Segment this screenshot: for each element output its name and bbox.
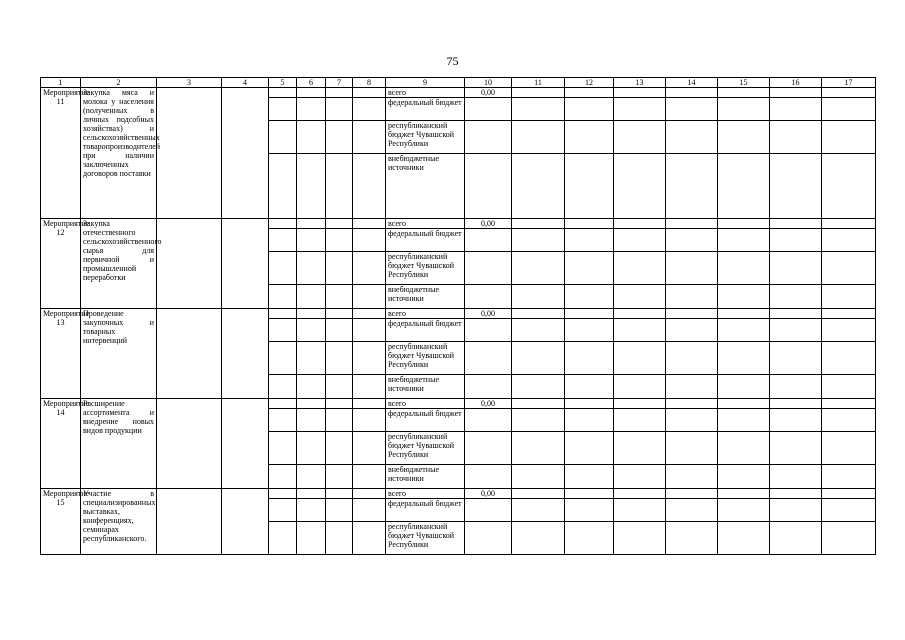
empty-cell (269, 229, 297, 252)
empty-cell (614, 375, 666, 399)
empty-cell (353, 98, 386, 121)
empty-cell (157, 489, 222, 555)
empty-cell (666, 88, 718, 98)
empty-cell (614, 309, 666, 319)
empty-cell (326, 219, 353, 229)
empty-cell (614, 319, 666, 342)
empty-cell (326, 499, 353, 522)
table-row (41, 489, 876, 499)
empty-cell (614, 522, 666, 555)
empty-cell (353, 219, 386, 229)
empty-cell (565, 154, 614, 219)
empty-cell (822, 219, 876, 229)
empty-cell (718, 121, 770, 154)
empty-cell (297, 342, 326, 375)
empty-cell (666, 375, 718, 399)
empty-cell (512, 465, 565, 489)
empty-cell (770, 88, 822, 98)
amount-cell (465, 98, 512, 121)
empty-cell (326, 432, 353, 465)
empty-cell (666, 252, 718, 285)
event-code: Мероприятие 15 (41, 489, 81, 555)
table-row (41, 219, 876, 229)
empty-cell (297, 399, 326, 409)
empty-cell (353, 319, 386, 342)
empty-cell (666, 499, 718, 522)
amount-cell (465, 121, 512, 154)
funding-source: внебюджетные источники (386, 375, 465, 399)
empty-cell (822, 229, 876, 252)
empty-cell (666, 309, 718, 319)
funding-source: всего (386, 219, 465, 229)
empty-cell (614, 229, 666, 252)
empty-cell (718, 285, 770, 309)
empty-cell (353, 489, 386, 499)
funding-source: федеральный бюджет (386, 409, 465, 432)
empty-cell (326, 522, 353, 555)
amount-cell (465, 375, 512, 399)
empty-cell (614, 252, 666, 285)
empty-cell (718, 319, 770, 342)
empty-cell (297, 88, 326, 98)
empty-cell (770, 154, 822, 219)
empty-cell (565, 229, 614, 252)
empty-cell (269, 88, 297, 98)
empty-cell (269, 252, 297, 285)
empty-cell (512, 522, 565, 555)
empty-cell (297, 319, 326, 342)
empty-cell (326, 465, 353, 489)
empty-cell (565, 285, 614, 309)
empty-cell (666, 154, 718, 219)
empty-cell (157, 88, 222, 219)
empty-cell (269, 489, 297, 499)
empty-cell (565, 88, 614, 98)
empty-cell (614, 98, 666, 121)
empty-cell (614, 432, 666, 465)
empty-cell (512, 229, 565, 252)
empty-cell (269, 98, 297, 121)
column-number: 1 (41, 78, 81, 88)
empty-cell (614, 489, 666, 499)
empty-cell (770, 375, 822, 399)
empty-cell (326, 98, 353, 121)
empty-cell (822, 121, 876, 154)
empty-cell (512, 88, 565, 98)
funding-source: внебюджетные источники (386, 154, 465, 219)
empty-cell (614, 219, 666, 229)
funding-source: республиканский бюджет Чувашской Республики (386, 121, 465, 154)
event-code: Мероприятие 11 (41, 88, 81, 219)
empty-cell (666, 522, 718, 555)
empty-cell (718, 229, 770, 252)
amount-cell (465, 154, 512, 219)
empty-cell (512, 219, 565, 229)
empty-cell (353, 309, 386, 319)
empty-cell (770, 252, 822, 285)
amount-cell (465, 432, 512, 465)
funding-source: республиканский бюджет Чувашской Республики (386, 522, 465, 555)
column-number: 3 (157, 78, 222, 88)
empty-cell (326, 409, 353, 432)
empty-cell (512, 375, 565, 399)
event-name: Расширение ассортимента и внедрение новых видов продукции (81, 399, 157, 489)
empty-cell (565, 309, 614, 319)
empty-cell (822, 285, 876, 309)
column-number: 12 (565, 78, 614, 88)
empty-cell (326, 319, 353, 342)
empty-cell (666, 432, 718, 465)
amount-cell (465, 342, 512, 375)
empty-cell (565, 409, 614, 432)
column-number: 11 (512, 78, 565, 88)
empty-cell (565, 121, 614, 154)
empty-cell (326, 88, 353, 98)
column-number: 8 (353, 78, 386, 88)
empty-cell (565, 522, 614, 555)
empty-cell (565, 252, 614, 285)
empty-cell (512, 499, 565, 522)
event-code: Мероприятие 14 (41, 399, 81, 489)
empty-cell (822, 465, 876, 489)
empty-cell (666, 489, 718, 499)
empty-cell (770, 409, 822, 432)
empty-cell (269, 285, 297, 309)
column-number: 13 (614, 78, 666, 88)
empty-cell (326, 252, 353, 285)
empty-cell (770, 121, 822, 154)
empty-cell (269, 375, 297, 399)
empty-cell (822, 252, 876, 285)
empty-cell (269, 399, 297, 409)
event-name: Участие в специализированных выставках, конференциях, семинарах республиканского. (81, 489, 157, 555)
empty-cell (297, 219, 326, 229)
empty-cell (297, 522, 326, 555)
empty-cell (297, 375, 326, 399)
empty-cell (822, 319, 876, 342)
empty-cell (297, 465, 326, 489)
empty-cell (512, 98, 565, 121)
empty-cell (297, 121, 326, 154)
empty-cell (822, 309, 876, 319)
empty-cell (666, 399, 718, 409)
empty-cell (770, 98, 822, 121)
empty-cell (822, 154, 876, 219)
empty-cell (326, 229, 353, 252)
column-number: 7 (326, 78, 353, 88)
empty-cell (718, 375, 770, 399)
empty-cell (269, 309, 297, 319)
empty-cell (326, 489, 353, 499)
empty-cell (614, 409, 666, 432)
empty-cell (353, 375, 386, 399)
column-number: 6 (297, 78, 326, 88)
amount-cell (465, 285, 512, 309)
funding-source: республиканский бюджет Чувашской Республики (386, 342, 465, 375)
empty-cell (822, 399, 876, 409)
empty-cell (822, 375, 876, 399)
funding-source: федеральный бюджет (386, 499, 465, 522)
empty-cell (269, 121, 297, 154)
funding-source: федеральный бюджет (386, 319, 465, 342)
empty-cell (822, 98, 876, 121)
empty-cell (269, 219, 297, 229)
empty-cell (269, 465, 297, 489)
empty-cell (269, 319, 297, 342)
empty-cell (353, 409, 386, 432)
empty-cell (512, 252, 565, 285)
empty-cell (565, 98, 614, 121)
empty-cell (822, 489, 876, 499)
empty-cell (512, 409, 565, 432)
empty-cell (297, 309, 326, 319)
empty-cell (222, 399, 269, 489)
column-number: 10 (465, 78, 512, 88)
empty-cell (770, 522, 822, 555)
empty-cell (666, 319, 718, 342)
empty-cell (822, 499, 876, 522)
amount-cell: 0,00 (465, 309, 512, 319)
amount-cell: 0,00 (465, 489, 512, 499)
amount-cell (465, 409, 512, 432)
empty-cell (326, 309, 353, 319)
empty-cell (353, 342, 386, 375)
empty-cell (565, 319, 614, 342)
event-code: Мероприятие 12 (41, 219, 81, 309)
empty-cell (157, 219, 222, 309)
amount-cell (465, 522, 512, 555)
program-events-table (40, 77, 876, 555)
empty-cell (770, 319, 822, 342)
empty-cell (565, 219, 614, 229)
empty-cell (512, 319, 565, 342)
empty-cell (512, 154, 565, 219)
funding-source: внебюджетные источники (386, 285, 465, 309)
event-name: Проведение закупочных и товарных интервенций (81, 309, 157, 399)
empty-cell (718, 432, 770, 465)
empty-cell (297, 229, 326, 252)
empty-cell (326, 121, 353, 154)
empty-cell (614, 465, 666, 489)
column-number: 15 (718, 78, 770, 88)
column-number: 2 (81, 78, 157, 88)
event-name: Закупка отечественного сельскохозяйственного сырья для первичной и промышленной переработки (81, 219, 157, 309)
empty-cell (770, 432, 822, 465)
empty-cell (353, 252, 386, 285)
empty-cell (770, 285, 822, 309)
funding-source: всего (386, 309, 465, 319)
empty-cell (353, 285, 386, 309)
empty-cell (770, 309, 822, 319)
empty-cell (326, 375, 353, 399)
empty-cell (512, 489, 565, 499)
column-number: 14 (666, 78, 718, 88)
empty-cell (565, 399, 614, 409)
empty-cell (353, 121, 386, 154)
table-row (41, 88, 876, 98)
empty-cell (512, 121, 565, 154)
empty-cell (353, 499, 386, 522)
empty-cell (565, 465, 614, 489)
empty-cell (822, 342, 876, 375)
empty-cell (718, 309, 770, 319)
funding-source: республиканский бюджет Чувашской Республики (386, 432, 465, 465)
empty-cell (565, 489, 614, 499)
empty-cell (718, 489, 770, 499)
empty-cell (666, 342, 718, 375)
empty-cell (353, 465, 386, 489)
empty-cell (822, 88, 876, 98)
empty-cell (718, 499, 770, 522)
event-name: Закупка мяса и молока у населения (полученных в личных подсобных хозяйствах) и сельскохозяйственных товаропроизводителей при наличии заключенных договоров поставки (81, 88, 157, 219)
funding-source: всего (386, 399, 465, 409)
empty-cell (269, 432, 297, 465)
amount-cell (465, 465, 512, 489)
column-number: 4 (222, 78, 269, 88)
empty-cell (269, 409, 297, 432)
empty-cell (770, 229, 822, 252)
amount-cell (465, 229, 512, 252)
empty-cell (718, 399, 770, 409)
empty-cell (718, 154, 770, 219)
empty-cell (718, 252, 770, 285)
empty-cell (326, 399, 353, 409)
page-number: 75 (446, 54, 459, 68)
column-number-row (41, 78, 876, 88)
empty-cell (512, 309, 565, 319)
empty-cell (614, 121, 666, 154)
empty-cell (297, 252, 326, 285)
funding-source: всего (386, 88, 465, 98)
empty-cell (269, 522, 297, 555)
empty-cell (718, 342, 770, 375)
column-number: 16 (770, 78, 822, 88)
empty-cell (666, 229, 718, 252)
empty-cell (353, 88, 386, 98)
amount-cell (465, 252, 512, 285)
empty-cell (565, 432, 614, 465)
column-number: 17 (822, 78, 876, 88)
empty-cell (770, 499, 822, 522)
empty-cell (222, 309, 269, 399)
empty-cell (297, 98, 326, 121)
empty-cell (822, 409, 876, 432)
empty-cell (353, 229, 386, 252)
empty-cell (269, 499, 297, 522)
empty-cell (326, 342, 353, 375)
empty-cell (222, 88, 269, 219)
empty-cell (614, 88, 666, 98)
empty-cell (770, 342, 822, 375)
empty-cell (222, 219, 269, 309)
empty-cell (297, 409, 326, 432)
funding-source: внебюджетные источники (386, 465, 465, 489)
column-number: 5 (269, 78, 297, 88)
empty-cell (718, 522, 770, 555)
empty-cell (353, 522, 386, 555)
amount-cell: 0,00 (465, 88, 512, 98)
empty-cell (666, 121, 718, 154)
empty-cell (666, 465, 718, 489)
empty-cell (297, 489, 326, 499)
empty-cell (157, 399, 222, 489)
empty-cell (770, 399, 822, 409)
empty-cell (269, 342, 297, 375)
empty-cell (157, 309, 222, 399)
funding-source: федеральный бюджет (386, 229, 465, 252)
empty-cell (326, 154, 353, 219)
empty-cell (718, 88, 770, 98)
empty-cell (614, 499, 666, 522)
empty-cell (666, 98, 718, 121)
empty-cell (326, 285, 353, 309)
empty-cell (565, 499, 614, 522)
empty-cell (297, 285, 326, 309)
empty-cell (770, 219, 822, 229)
empty-cell (222, 489, 269, 555)
empty-cell (614, 154, 666, 219)
empty-cell (353, 432, 386, 465)
empty-cell (297, 432, 326, 465)
table-row (41, 309, 876, 319)
empty-cell (666, 285, 718, 309)
empty-cell (269, 154, 297, 219)
empty-cell (718, 465, 770, 489)
funding-source: республиканский бюджет Чувашской Республики (386, 252, 465, 285)
empty-cell (614, 399, 666, 409)
empty-cell (565, 342, 614, 375)
empty-cell (512, 285, 565, 309)
empty-cell (822, 432, 876, 465)
column-number: 9 (386, 78, 465, 88)
empty-cell (718, 219, 770, 229)
amount-cell: 0,00 (465, 399, 512, 409)
empty-cell (770, 489, 822, 499)
empty-cell (614, 342, 666, 375)
empty-cell (718, 409, 770, 432)
table-row (41, 399, 876, 409)
empty-cell (297, 154, 326, 219)
empty-cell (718, 98, 770, 121)
empty-cell (512, 399, 565, 409)
empty-cell (353, 154, 386, 219)
funding-source: федеральный бюджет (386, 98, 465, 121)
amount-cell (465, 319, 512, 342)
event-code: Мероприятие 13 (41, 309, 81, 399)
amount-cell: 0,00 (465, 219, 512, 229)
empty-cell (770, 465, 822, 489)
empty-cell (353, 399, 386, 409)
funding-source: всего (386, 489, 465, 499)
empty-cell (297, 499, 326, 522)
empty-cell (614, 285, 666, 309)
empty-cell (512, 342, 565, 375)
empty-cell (666, 409, 718, 432)
amount-cell (465, 499, 512, 522)
empty-cell (565, 375, 614, 399)
empty-cell (512, 432, 565, 465)
empty-cell (822, 522, 876, 555)
empty-cell (666, 219, 718, 229)
